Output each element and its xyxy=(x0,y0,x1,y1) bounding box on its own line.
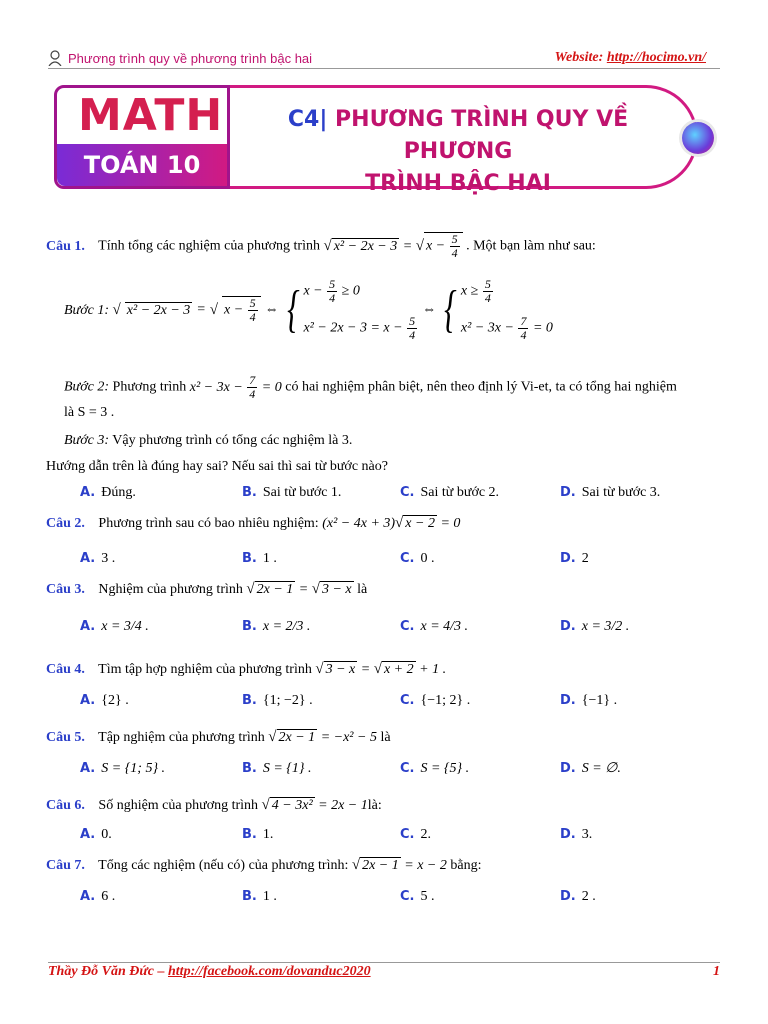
option-b[interactable] xyxy=(242,888,277,906)
option-letter: C. xyxy=(400,761,415,776)
option-letter: D. xyxy=(560,761,576,776)
option-b[interactable] xyxy=(242,692,313,710)
question-label: Câu 2. xyxy=(46,516,85,531)
step-2-equation: x² − 3x − $\frac{7}{4}$ = 0 xyxy=(189,373,282,401)
option-c[interactable] xyxy=(400,826,431,844)
option-letter: B. xyxy=(242,619,257,634)
step-2 xyxy=(64,374,677,401)
option-b[interactable] xyxy=(242,760,312,778)
option-letter: A. xyxy=(80,485,96,500)
chapter-title-line1: PHƯƠNG TRÌNH QUY VỀ PHƯƠNG xyxy=(335,107,629,164)
teacher-icon xyxy=(48,50,62,66)
option-letter: B. xyxy=(242,485,257,500)
option-text: 2. xyxy=(420,827,431,842)
question-text-after: . Một bạn làm như sau: xyxy=(466,238,596,254)
option-text: 6 . xyxy=(101,889,116,904)
question-text: Tổng các nghiệm (nếu có) của phương trình: xyxy=(98,858,349,873)
option-a[interactable] xyxy=(80,692,129,710)
equation: √ 2x − 1 = x − 2 xyxy=(351,857,447,873)
option-text: 2 . xyxy=(581,889,596,904)
option-letter: C. xyxy=(400,485,415,500)
question-prompt: Hướng dẫn trên là đúng hay sai? Nếu sai thì sai từ bước nào? xyxy=(46,459,388,474)
equation: (x² − 4x + 3)√ x − 2 = 0 xyxy=(322,515,461,531)
header-title xyxy=(48,50,312,66)
step-text: Vậy phương trình có tổng các nghiệm là 3. xyxy=(112,433,353,448)
option-a[interactable] xyxy=(80,888,115,906)
step-text-after: có hai nghiệm phân biệt, nên theo định lý Vi-et, ta có tổng hai nghiệm xyxy=(285,379,677,395)
option-letter: D. xyxy=(560,693,576,708)
option-text: S = ∅. xyxy=(581,761,621,776)
option-letter: B. xyxy=(242,827,257,842)
equation: √ 4 − 3x² = 2x − 1 xyxy=(261,797,368,813)
option-letter: A. xyxy=(80,693,96,708)
option-text: Sai từ bước 3. xyxy=(581,485,661,500)
math-logo-text: MATH xyxy=(78,90,224,141)
option-letter: D. xyxy=(560,485,576,500)
question-label: Câu 6. xyxy=(46,798,85,813)
footer-divider xyxy=(48,962,720,963)
website-link[interactable]: http://hocimo.vn/ xyxy=(606,50,706,65)
question-7 xyxy=(46,856,481,875)
question-3 xyxy=(46,580,367,599)
option-b[interactable] xyxy=(242,484,341,502)
option-c[interactable] xyxy=(400,618,468,636)
question-text: Số nghiệm của phương trình xyxy=(98,798,259,813)
option-letter: B. xyxy=(242,693,257,708)
option-text: {1; −2} . xyxy=(262,693,313,708)
step-label: Bước 3: xyxy=(64,433,110,448)
step-2-continuation: là S = 3 . xyxy=(64,405,115,420)
option-text: x = 3/4 . xyxy=(101,619,149,634)
option-c[interactable] xyxy=(400,760,469,778)
option-c[interactable] xyxy=(400,888,434,906)
footer-author xyxy=(48,964,371,980)
header-left-text: Phương trình quy về phương trình bậc hai xyxy=(68,50,313,66)
question-4 xyxy=(46,660,446,679)
option-c[interactable] xyxy=(400,692,470,710)
equation: √ 2x − 1 = −x² − 5 xyxy=(268,729,377,745)
option-text: 1. xyxy=(262,827,274,842)
equation: √ 2x − 1 = √ 3 − x xyxy=(246,581,352,597)
header-divider xyxy=(48,68,720,69)
question-1 xyxy=(46,232,596,260)
option-letter: C. xyxy=(400,827,415,842)
option-letter: B. xyxy=(242,551,257,566)
option-c[interactable] xyxy=(400,550,434,568)
option-d[interactable] xyxy=(560,618,629,636)
option-letter: A. xyxy=(80,761,96,776)
question-label: Câu 5. xyxy=(46,730,85,745)
option-text: 3 . xyxy=(101,551,116,566)
step-1-equation: √ x² − 2x − 3 = √ x − $\frac{5}{4}$ ⇔ { x − $\frac{5}{4}$ ≥ 0 x² − 2x − 3 = x − $\frac{5}{4}$ ⇔ { x ≥ $\frac{5}{4}$ x² − 3x − $\frac{7}{4}$ = 0 xyxy=(112,277,553,342)
question-text-after: là xyxy=(380,730,391,745)
facebook-link[interactable]: http://facebook.com/dovanduc2020 xyxy=(168,964,371,979)
chapter-number: C4| xyxy=(287,107,328,132)
option-text: {−1; 2} . xyxy=(420,693,471,708)
page-number: 1 xyxy=(713,964,720,979)
option-text: Sai từ bước 2. xyxy=(420,485,500,500)
option-d[interactable] xyxy=(560,692,617,710)
step-label: Bước 2: xyxy=(64,379,110,395)
equation: √ x² − 2x − 3 = √ x − $\frac{5}{4}$ xyxy=(323,239,462,254)
option-a[interactable] xyxy=(80,550,115,568)
option-d[interactable] xyxy=(560,826,592,844)
option-letter: A. xyxy=(80,619,96,634)
option-letter: D. xyxy=(560,551,576,566)
option-text: 1 . xyxy=(262,551,277,566)
website-label: Website: xyxy=(554,50,604,65)
option-letter: C. xyxy=(400,889,415,904)
option-text: Đúng. xyxy=(101,485,136,500)
step-1 xyxy=(64,278,553,342)
option-text: {2} . xyxy=(101,693,129,708)
equation: √ 3 − x = √ x + 2 + 1 . xyxy=(315,661,447,677)
question-label: Câu 7. xyxy=(46,858,85,873)
option-text: x = 3/2 . xyxy=(581,619,630,634)
option-a[interactable] xyxy=(80,484,136,502)
option-b[interactable] xyxy=(242,618,310,636)
option-text: 0 . xyxy=(420,551,435,566)
question-text: Tính tổng các nghiệm của phương trình xyxy=(98,238,320,254)
question-2 xyxy=(46,514,460,533)
author-name: Thầy Đỗ Văn Đức – xyxy=(48,964,165,979)
grade-label: TOÁN 10 xyxy=(83,151,201,179)
option-c[interactable] xyxy=(400,484,499,502)
website-header xyxy=(555,50,706,66)
option-letter: A. xyxy=(80,551,96,566)
chapter-title-line2: TRÌNH BẬC HAI xyxy=(365,171,551,196)
option-letter: B. xyxy=(242,761,257,776)
option-text: S = {1} . xyxy=(262,761,312,776)
option-d[interactable] xyxy=(560,888,596,906)
question-text-after: bằng: xyxy=(450,858,482,873)
option-letter: D. xyxy=(560,827,576,842)
option-text: 0. xyxy=(101,827,112,842)
option-a[interactable] xyxy=(80,826,112,844)
step-text: Phương trình xyxy=(112,379,187,395)
option-d[interactable] xyxy=(560,760,621,778)
option-b[interactable] xyxy=(242,826,273,844)
option-d[interactable] xyxy=(560,484,660,502)
option-text: Sai từ bước 1. xyxy=(262,485,342,500)
option-text: x = 4/3 . xyxy=(420,619,469,634)
question-5 xyxy=(46,728,391,747)
option-letter: D. xyxy=(560,619,576,634)
question-label: Câu 1. xyxy=(46,238,85,254)
option-letter: A. xyxy=(80,889,96,904)
option-b[interactable] xyxy=(242,550,277,568)
question-text: Tìm tập hợp nghiệm của phương trình xyxy=(98,662,312,677)
option-letter: C. xyxy=(400,551,415,566)
option-text: 1 . xyxy=(262,889,277,904)
step-3 xyxy=(64,432,352,450)
option-text: {−1} . xyxy=(581,693,618,708)
option-text: S = {5} . xyxy=(420,761,470,776)
option-letter: C. xyxy=(400,693,415,708)
option-text: 3. xyxy=(581,827,593,842)
option-d[interactable] xyxy=(560,550,589,568)
step-label: Bước 1: xyxy=(64,303,110,318)
option-text: 5 . xyxy=(420,889,435,904)
question-text-after: là: xyxy=(367,798,382,813)
chapter-title xyxy=(238,104,678,200)
option-letter: C. xyxy=(400,619,415,634)
option-letter: D. xyxy=(560,889,576,904)
option-text: x = 2/3 . xyxy=(262,619,311,634)
option-letter: B. xyxy=(242,889,257,904)
question-label: Câu 4. xyxy=(46,662,85,677)
option-a[interactable] xyxy=(80,760,165,778)
question-6 xyxy=(46,796,382,815)
question-text: Phương trình sau có bao nhiêu nghiệm: xyxy=(98,516,319,531)
option-text: 2 xyxy=(581,551,589,566)
option-text: S = {1; 5} . xyxy=(101,761,166,776)
option-a[interactable] xyxy=(80,618,149,636)
option-letter: A. xyxy=(80,827,96,842)
question-text-after: là xyxy=(357,582,368,597)
question-text: Tập nghiệm của phương trình xyxy=(98,730,265,745)
question-label: Câu 3. xyxy=(46,582,85,597)
decorative-orb-icon xyxy=(682,122,714,154)
question-text: Nghiệm của phương trình xyxy=(98,582,243,597)
